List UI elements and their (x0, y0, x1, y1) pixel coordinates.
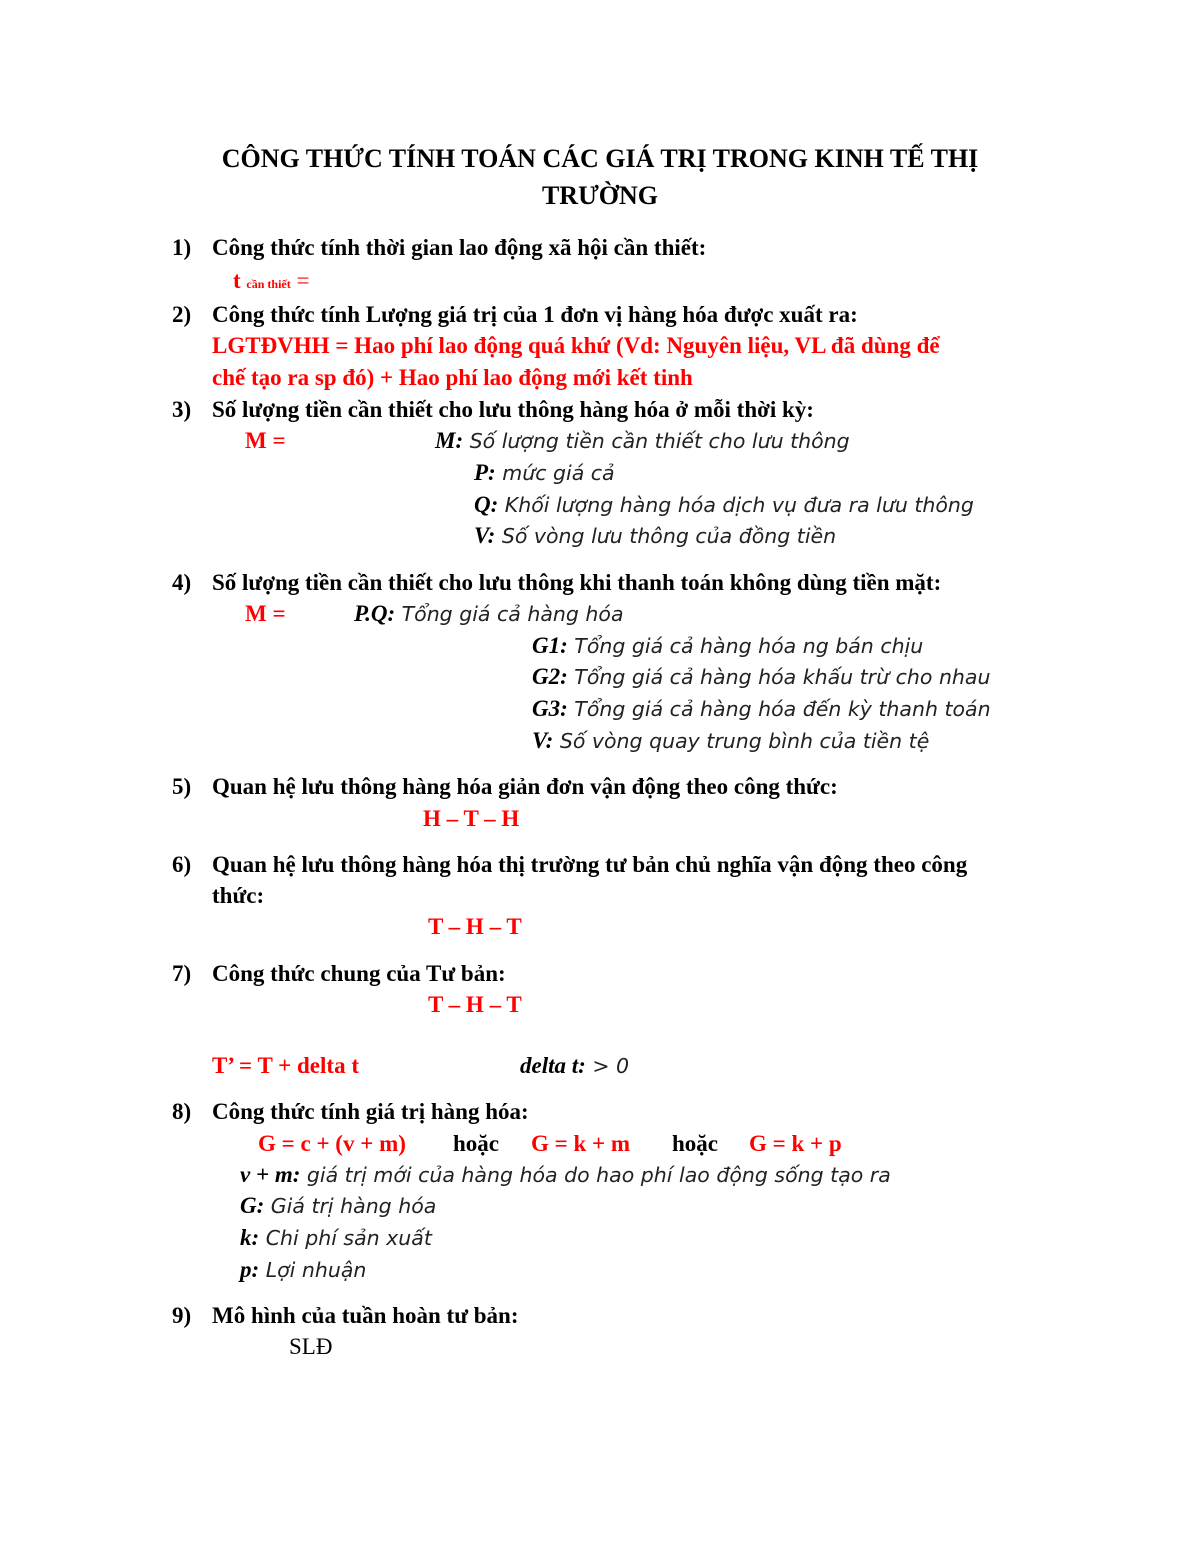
section-4-heading: Số lượng tiền cần thiết cho lưu thông khi thanh toán không dùng tiền mặt: (212, 570, 942, 595)
formula-t: t (233, 268, 241, 293)
section-9-heading: Mô hình của tuần hoàn tư bản: (212, 1303, 519, 1328)
def-text: giá trị mới của hàng hóa do hao phí lao động sống tạo ra (300, 1163, 891, 1187)
section-4-def-g3 (532, 694, 991, 724)
def-key: V: (474, 523, 496, 548)
section-4-def-g1 (532, 631, 923, 661)
section-2-formula-line-1: LGTĐVHH = Hao phí lao động quá khứ (Vd: Nguyên liệu, VL đã dùng để (212, 333, 940, 358)
def-key: G3: (532, 696, 568, 721)
def-text: Khối lượng hàng hóa dịch vụ đưa ra lưu thông (498, 493, 974, 517)
section-3-def-q (474, 490, 974, 520)
section-5-number: 5) (172, 774, 192, 799)
section-7-number: 7) (172, 961, 192, 986)
def-key: v + m: (240, 1162, 301, 1187)
def-text: Chi phí sản xuất (259, 1226, 432, 1250)
def-key: G2: (532, 664, 568, 689)
section-7-heading: Công thức chung của Tư bản: (212, 961, 506, 986)
def-key: k: (240, 1225, 260, 1250)
def-key: G1: (532, 633, 568, 658)
section-8-formula-3: G = k + p (749, 1131, 842, 1156)
section-3-def-p (474, 458, 615, 488)
def-key: P.Q: (354, 601, 396, 626)
section-3-formula: M = (245, 428, 286, 453)
def-key: G: (240, 1193, 265, 1218)
section-8-or-2: hoặc (672, 1131, 718, 1156)
def-text: Số vòng lưu thông của đồng tiền (495, 524, 837, 548)
section-6-heading-line-1: Quan hệ lưu thông hàng hóa thị trường tư bản chủ nghĩa vận động theo công (212, 852, 968, 877)
section-2-heading: Công thức tính Lượng giá trị của 1 đơn vị hàng hóa được xuất ra: (212, 302, 858, 327)
section-1-formula (233, 266, 309, 299)
def-key: V: (532, 728, 554, 753)
def-text: Tổng giá cả hàng hóa (395, 602, 624, 626)
section-3-heading: Số lượng tiền cần thiết cho lưu thông hàng hóa ở mỗi thời kỳ: (212, 397, 814, 422)
section-8-def-k (240, 1223, 432, 1253)
def-key: Q: (474, 492, 499, 517)
def-key: p: (240, 1257, 260, 1282)
section-4-def-g2 (532, 662, 990, 692)
section-4-def-v (532, 726, 929, 756)
section-9-number: 9) (172, 1303, 192, 1328)
section-8-number: 8) (172, 1099, 192, 1124)
section-8-heading: Công thức tính giá trị hàng hóa: (212, 1099, 529, 1124)
page-title-line-1: CÔNG THỨC TÍNH TOÁN CÁC GIÁ TRỊ TRONG KINH TẾ THỊ (221, 144, 979, 173)
section-4-number: 4) (172, 570, 192, 595)
section-8-or-1: hoặc (453, 1131, 499, 1156)
section-3-def-v (474, 521, 836, 551)
def-text: Số vòng quay trung bình của tiền tệ (553, 729, 930, 753)
formula-t-subscript: cần thiết (246, 277, 291, 291)
section-6-heading-line-2: thức: (212, 883, 265, 908)
section-4-def-pq (354, 599, 624, 629)
section-7-formula: T – H – T (428, 992, 522, 1017)
section-2-formula-line-2: chế tạo ra sp đó) + Hao phí lao động mới kết tinh (212, 365, 693, 390)
def-text: Tổng giá cả hàng hóa đến kỳ thanh toán (567, 697, 991, 721)
section-1-heading: Công thức tính thời gian lao động xã hội cần thiết: (212, 235, 707, 260)
section-6-formula: T – H – T (428, 914, 522, 939)
formula-equals: = (296, 268, 310, 293)
section-8-def-p (240, 1255, 366, 1285)
def-text: Giá trị hàng hóa (264, 1194, 437, 1218)
section-6-number: 6) (172, 852, 192, 877)
section-2-number: 2) (172, 302, 192, 327)
section-9-label: SLĐ (289, 1334, 333, 1359)
def-text: mức giá cả (495, 461, 615, 485)
section-7-formula-2: T’ = T + delta t (212, 1053, 359, 1078)
def-text: Số lượng tiền cần thiết cho lưu thông (463, 429, 850, 453)
page-title-line-2: TRƯỜNG (541, 181, 659, 210)
section-8-def-g (240, 1191, 436, 1221)
section-7-note (520, 1051, 629, 1081)
section-3-def-m (435, 426, 850, 456)
section-5-formula: H – T – H (423, 806, 520, 831)
def-key: P: (474, 460, 496, 485)
section-4-formula: M = (245, 601, 286, 626)
def-key: delta t: (520, 1053, 586, 1078)
section-8-def-vm (240, 1160, 891, 1190)
section-8-formula-2: G = k + m (531, 1131, 631, 1156)
def-text: Tổng giá cả hàng hóa ng bán chịu (567, 634, 924, 658)
def-key: M: (435, 428, 464, 453)
def-text: Tổng giá cả hàng hóa khấu trừ cho nhau (567, 665, 991, 689)
section-8-formula-1: G = c + (v + m) (258, 1131, 406, 1156)
section-5-heading: Quan hệ lưu thông hàng hóa giản đơn vận động theo công thức: (212, 774, 838, 799)
def-text: > 0 (585, 1054, 630, 1078)
def-text: Lợi nhuận (259, 1258, 367, 1282)
section-1-number: 1) (172, 235, 192, 260)
section-3-number: 3) (172, 397, 192, 422)
